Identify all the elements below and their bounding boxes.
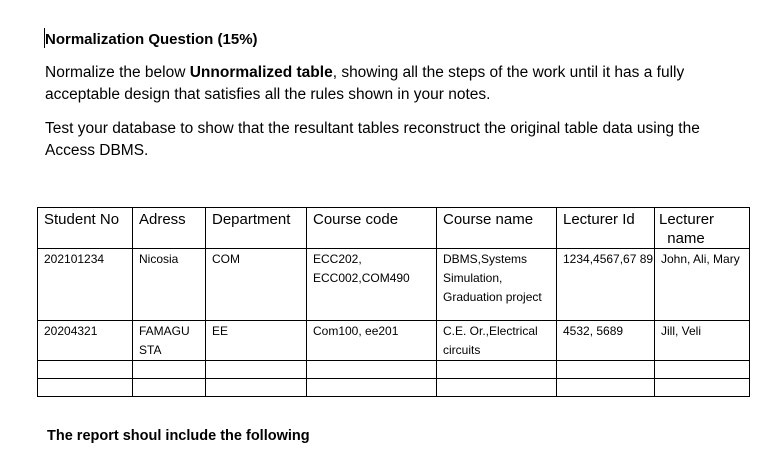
header-student-no: Student No (38, 208, 133, 249)
empty-cell (655, 361, 750, 379)
header-lecturer-name-line2: name (667, 230, 705, 247)
test-paragraph: Test your database to show that the resultant tables reconstruct the original table data using the Access DBMS. (45, 120, 700, 159)
header-course-code: Course code (307, 208, 437, 249)
cell-student-no: 20204321 (38, 321, 133, 361)
cell-student-no: 202101234 (38, 249, 133, 321)
table-row (38, 321, 750, 361)
cell-course-code: Com100, ee201 (307, 321, 437, 361)
cell-department: EE (206, 321, 307, 361)
cell-lecturer-id: 1234,4567,67 89 (557, 249, 655, 321)
table-header-row (38, 208, 750, 249)
unnormalized-table (37, 207, 750, 397)
header-adress: Adress (133, 208, 206, 249)
empty-cell (206, 379, 307, 397)
header-lecturer-name (655, 208, 750, 249)
empty-table-row (38, 379, 750, 397)
header-department: Department (206, 208, 307, 249)
instruction-paragraph (45, 62, 745, 106)
empty-cell (655, 379, 750, 397)
instruction-text-start: Normalize the below (45, 64, 190, 81)
empty-cell (206, 361, 307, 379)
empty-cell (133, 379, 206, 397)
header-lecturer-id: Lecturer Id (557, 208, 655, 249)
empty-cell (38, 379, 133, 397)
empty-cell (307, 379, 437, 397)
cell-course-name: C.E. Or.,Electrical circuits (437, 321, 557, 361)
header-lecturer-name-line1: Lecturer (659, 211, 715, 228)
empty-cell (38, 361, 133, 379)
cell-address: Nicosia (133, 249, 206, 321)
cell-course-code: ECC202, ECC002,COM490 (307, 249, 437, 321)
empty-cell (557, 361, 655, 379)
cell-lecturer-id: 4532, 5689 (557, 321, 655, 361)
cell-lecturer-name: John, Ali, Mary (655, 249, 750, 321)
report-requirements-heading: The report shoul include the following (47, 428, 310, 444)
table-row (38, 249, 750, 321)
instruction-text-end: , showing all the steps of the work until it has a fully acceptable design that satisfies all the rules shown in your notes. (45, 64, 685, 103)
empty-cell (557, 379, 655, 397)
cell-course-name: DBMS,Systems Simulation, Graduation project (437, 249, 557, 321)
cell-lecturer-name: Jill, Veli (655, 321, 750, 361)
empty-cell (133, 361, 206, 379)
empty-cell (307, 361, 437, 379)
empty-cell (437, 379, 557, 397)
cell-department: COM (206, 249, 307, 321)
cell-address: FAMAGU STA (133, 321, 206, 361)
empty-table-row (38, 361, 750, 379)
instruction-bold-term: Unnormalized table (189, 64, 333, 81)
question-heading: Normalization Question (15%) (45, 31, 258, 48)
empty-cell (437, 361, 557, 379)
header-course-name: Course name (437, 208, 557, 249)
